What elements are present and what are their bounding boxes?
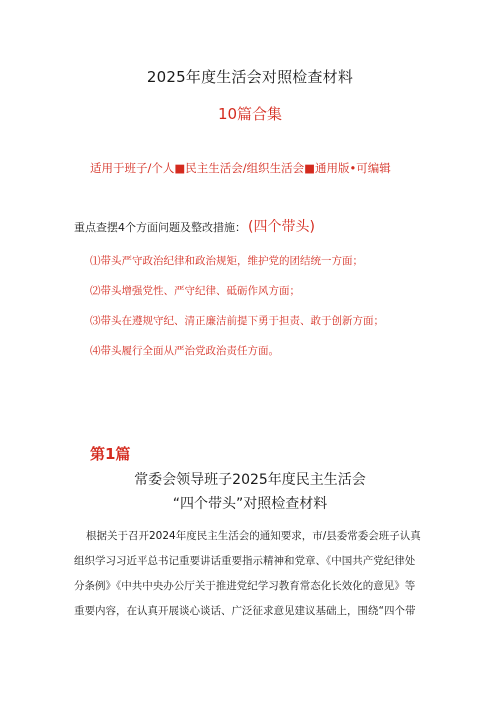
focus-highlight: (四个带头) bbox=[248, 219, 315, 235]
scope-line: 适用于班子/个人■民主生活会/组织生活会■通用版•可编辑 bbox=[90, 161, 391, 175]
focus-label: 重点查摆4个方面问题及整改措施： bbox=[74, 221, 246, 234]
body-line: 组织学习习近平总书记重要讲话重要指示精神和党章、《中国共产党纪律处 bbox=[74, 555, 416, 567]
body-line: 分条例》《中共中央办公厅关于推进党纪学习教育常态化长效化的意见》等 bbox=[74, 580, 416, 592]
chapter-title-line2: “四个带头”对照检查材料 bbox=[172, 496, 328, 512]
body-line: 根据关于召开2024年度民主生活会的通知要求，市/县委常委会班子认真 bbox=[86, 530, 421, 542]
chapter-title-line1: 常委会领导班子2025年度民主生活会 bbox=[134, 472, 366, 488]
body-line: 重要内容，在认真开展谈心谈话、广泛征求意见建议基础上，围绕“四个带 bbox=[74, 605, 416, 617]
focus-point: ⑵带头增强党性、严守纪律、砥砺作风方面； bbox=[90, 285, 300, 297]
focus-point: ⑶带头在遵规守纪、清正廉洁前提下勇于担责、敢于创新方面； bbox=[90, 315, 384, 327]
document-subtitle: 10篇合集 bbox=[217, 105, 283, 123]
document-title: 2025年度生活会对照检查材料 bbox=[146, 68, 354, 86]
focus-point: ⑷带头履行全面从严治党政治责任方面。 bbox=[90, 345, 279, 357]
chapter-label: 第1篇 bbox=[90, 445, 131, 463]
focus-point: ⑴带头严守政治纪律和政治规矩，维护党的团结统一方面； bbox=[90, 255, 363, 267]
focus-line bbox=[74, 216, 315, 236]
